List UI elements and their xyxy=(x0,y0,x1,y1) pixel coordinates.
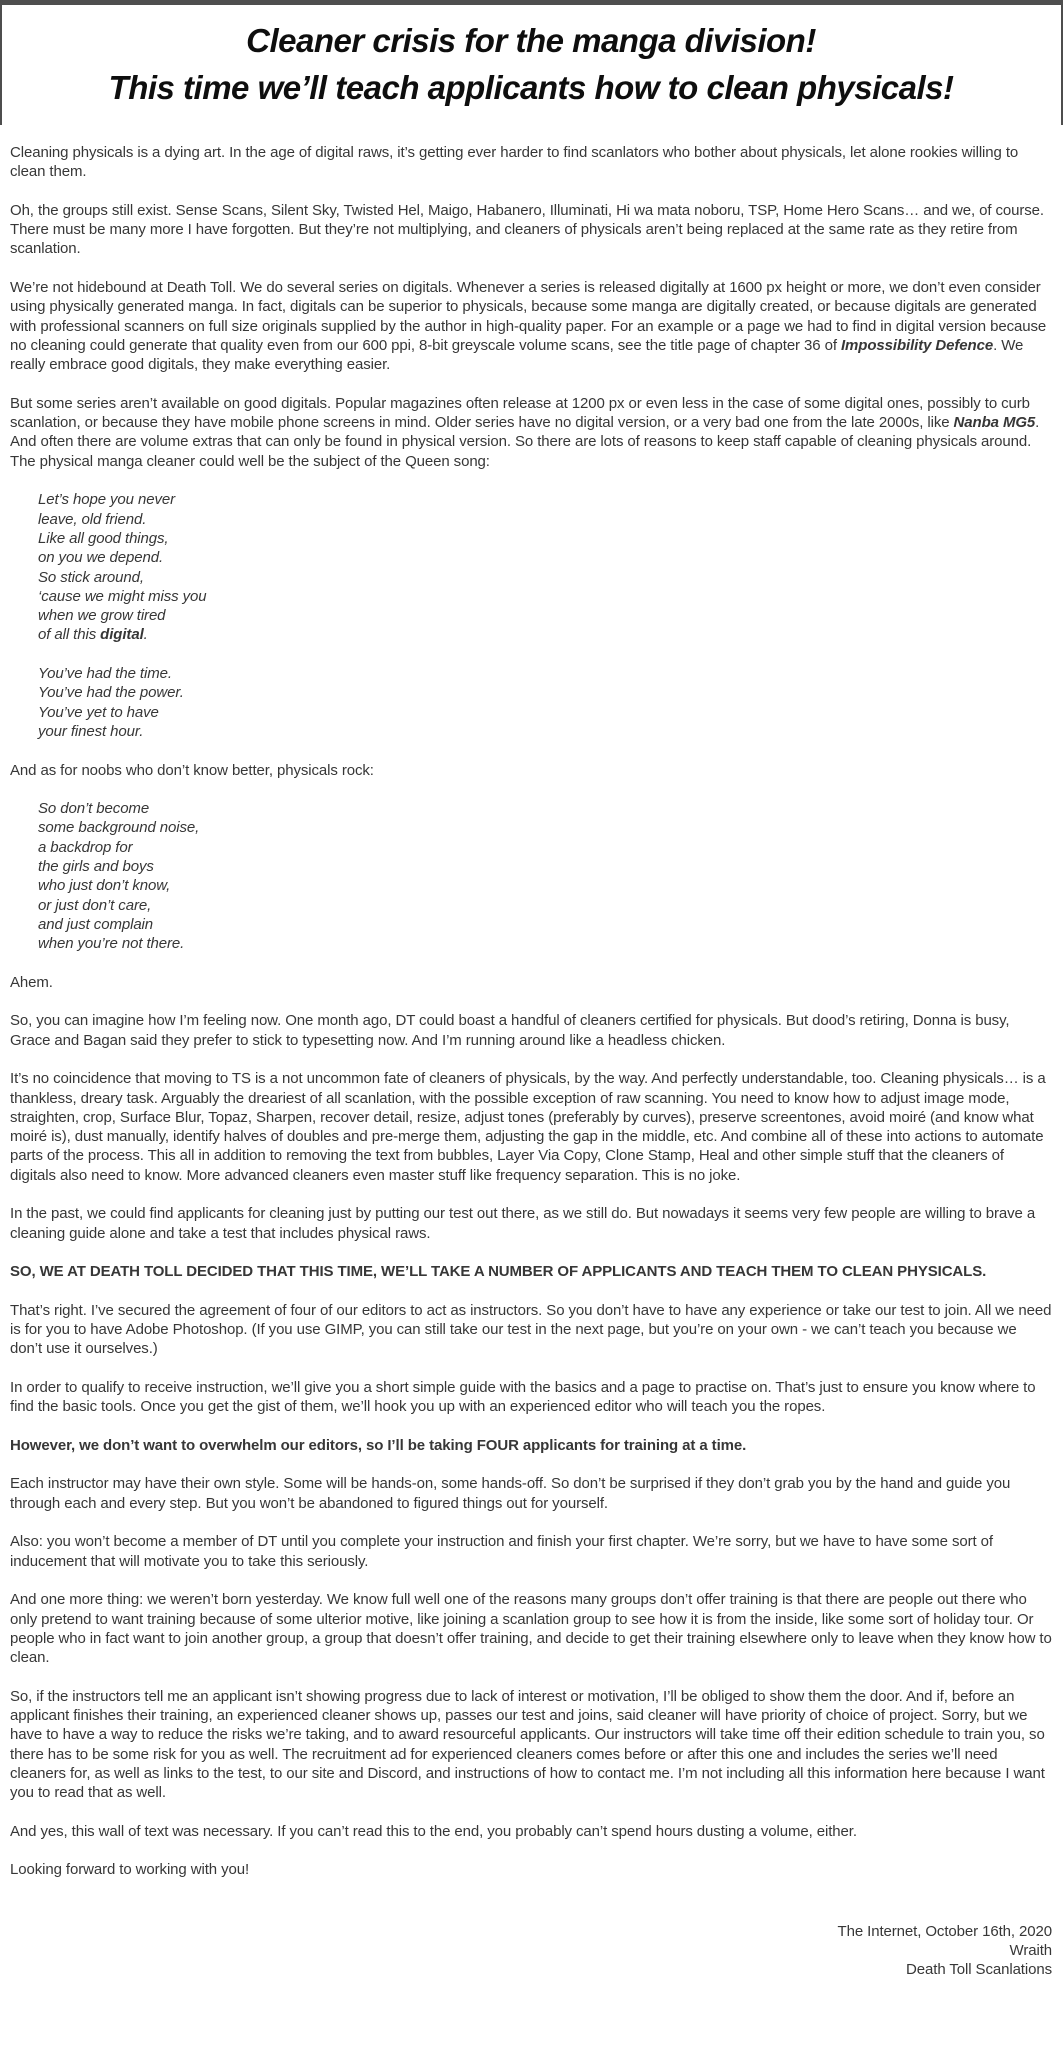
text-run: the girls and boys xyxy=(38,857,154,875)
page-title-line-2: This time we’ll teach applicants how to clean physicals! xyxy=(108,69,954,106)
text-run: Cleaning physicals is a dying art. In the age of digital raws, it’s getting ever harder to find scanlators who bother about physicals, let alone rookies willing to clean them. xyxy=(10,144,1019,181)
text-run: So, if the instructors tell me an applicant isn’t showing progress due to lack of interest or motivation, I’ll be obliged to show them the door. And if, before an applicant finishes their training, an experienced cleaner shows up, passes our test and joins, said cleaner will have priority of choice of project. Sorry, but we have to have a way to reduce the risks we’re taking, and to award resourceful applicants. Our instructors will take time off their edition schedule to train you, so there has to be some risk for you as well. The recruitment ad for experienced cleaners comes before or after this one and includes the series we’ll need cleaners for, as well as links to the test, to our site and Discord, and instructions of how to contact me. I’m not including all this information here because I want you to read that as well. xyxy=(10,1687,1045,1802)
text-run: That’s right. I’ve secured the agreement of four of our editors to act as instructors. So you don’t have to have any experience or take our test to join. All we need is for you to have Adobe Photoshop. (If you use GIMP, you can still take our test in the next page, but you’re on your own - we can’t teach you because we don’t use it ourselves.) xyxy=(10,1301,1052,1358)
verse-line xyxy=(38,896,1052,915)
text-run: And one more thing: we weren’t born yesterday. We know full well one of the reasons many groups don’t offer training is that there are people out there who only pretend to want training because of some ulterior motive, like joining a scanlation group to see how it is from the inside, like some sort of holiday tour. Or people who in fact want to join another group, a group that doesn’t offer training, and decide to get their training elsewhere only to leave when they know how to clean. xyxy=(10,1591,1052,1667)
text-run: of all this xyxy=(38,626,101,644)
paragraph xyxy=(10,278,1052,374)
page-title xyxy=(10,17,1052,111)
page-title-line-1: Cleaner crisis for the manga division! xyxy=(246,22,816,59)
verse-line xyxy=(38,799,1052,818)
verse-line xyxy=(38,722,1052,741)
paragraph xyxy=(10,394,1052,471)
text-run: It’s no coincidence that moving to TS is a not uncommon fate of cleaners of physicals, by the way. And perfectly understandable, too. Cleaning physicals… is a thankless, dreary task. Arguably the dreariest of all scanlation, with the possible exception of raw scanning. You need to know how to adjust image mode, straighten, crop, Surface Blur, Topaz, Sharpen, recover detail, resize, adjust tones (preferably by curves), preserve screentones, avoid moiré (and know what moiré is), dust manually, identify halves of doubles and pre-merge them, adjusting the gap in the middle, etc. And combine all of these into actions to automate parts of the process. This all in addition to removing the text from bubbles, Layer Via Copy, Clone Stamp, Heal and other simple stuff that the cleaners of digitals also need to know. More advanced cleaners even master stuff like frequency separation. This is no joke. xyxy=(10,1070,1046,1184)
verse-stanza xyxy=(38,664,1052,741)
verse-line xyxy=(38,683,1052,702)
verse-line xyxy=(38,664,1052,683)
text-run: who just don’t know, xyxy=(38,877,171,895)
signature-line: Death Toll Scanlations xyxy=(906,1961,1052,1979)
text-run: when you’re not there. xyxy=(38,935,185,953)
paragraph xyxy=(10,143,1052,182)
paragraph xyxy=(10,1687,1052,1803)
text-run: on you we depend. xyxy=(38,549,164,567)
text-run: Also: you won’t become a member of DT until you complete your instruction and finish your first chapter. We’re sorry, but we have to have some sort of inducement that will motivate you to take this seriously. xyxy=(10,1533,993,1570)
text-run: In order to qualify to receive instruction, we’ll give you a short simple guide with the basics and a page to practise on. That’s just to ensure you know where to find the basic tools. Once you get the gist of them, we’ll hook you up with an experienced editor who will teach you the ropes. xyxy=(10,1379,1036,1416)
text-run: your finest hour. xyxy=(38,722,144,740)
signature-line: Wraith xyxy=(1009,1942,1052,1960)
text-run: . xyxy=(143,626,148,644)
verse-line xyxy=(38,857,1052,876)
text-run: Oh, the groups still exist. Sense Scans, Silent Sky, Twisted Hel, Maigo, Habanero, Illuminati, Hi wa mata noboru, TSP, Home Hero Scans… and we, of course. There must be many more I have forgotten. But they’re not multiplying, and cleaners of physicals aren’t being replaced at the same rate as they retire from scanlation. xyxy=(10,201,1044,258)
verse-line xyxy=(38,510,1052,529)
text-run: And as for noobs who don’t know better, physicals rock: xyxy=(10,761,374,779)
document-body xyxy=(10,143,1052,1980)
text-run: And yes, this wall of text was necessary. If you can’t read this to the end, you probably can’t spend hours dusting a volume, either. xyxy=(10,1822,857,1840)
paragraph xyxy=(10,1011,1052,1050)
left-edge-border xyxy=(0,5,2,125)
verse-line xyxy=(38,703,1052,722)
text-run: However, we don’t want to overwhelm our editors, so I’ll be taking FOUR applicants for training at a time. xyxy=(10,1436,747,1454)
emphasized-text: Impossibility Defence xyxy=(840,336,994,354)
verse-line xyxy=(38,606,1052,625)
text-run: In the past, we could find applicants for cleaning just by putting our test out there, as we still do. But nowadays it seems very few people are willing to brave a cleaning guide alone and take a test that includes physical raws. xyxy=(10,1205,1036,1242)
text-run: So stick around, xyxy=(38,568,144,586)
emphasized-text: digital xyxy=(100,626,144,644)
paragraph xyxy=(10,1822,1052,1841)
verse-line xyxy=(38,934,1052,953)
signature-line: The Internet, October 16th, 2020 xyxy=(837,1922,1052,1940)
verse-line xyxy=(38,587,1052,606)
text-run: leave, old friend. xyxy=(38,510,147,528)
paragraph xyxy=(10,1590,1052,1667)
text-run: So, you can imagine how I’m feeling now. One month ago, DT could boast a handful of cleaners certified for physicals. But dood’s retiring, Donna is busy, Grace and Bagan said they prefer to stick to typesetting now. And I’m running around like a headless chicken. xyxy=(10,1012,1010,1049)
verse-line xyxy=(38,568,1052,587)
paragraph xyxy=(10,973,1052,992)
text-run: But some series aren’t available on good digitals. Popular magazines often release at 1200 px or even less in the case of some digital ones, possibly to curb scanlation, or because they have mobile phone screens in mind. Older series have no digital version, or a very bad one from the late 2000s, like xyxy=(10,394,1030,432)
verse-line xyxy=(38,838,1052,857)
paragraph xyxy=(10,1301,1052,1359)
verse-line xyxy=(38,625,1052,644)
text-run: or just don’t care, xyxy=(38,896,152,914)
text-run: You’ve had the power. xyxy=(38,684,184,702)
text-run: You’ve had the time. xyxy=(38,665,172,683)
paragraph-bold xyxy=(10,1436,1052,1455)
paragraph xyxy=(10,1069,1052,1185)
text-run: some background noise, xyxy=(38,819,200,837)
verse-line xyxy=(38,529,1052,548)
verse-line xyxy=(38,818,1052,837)
paragraph xyxy=(10,1378,1052,1417)
signature xyxy=(10,1922,1052,1980)
verse-line xyxy=(38,915,1052,934)
paragraph xyxy=(10,1532,1052,1571)
paragraph xyxy=(10,201,1052,259)
emphasized-text: Nanba MG5 xyxy=(953,414,1036,432)
page xyxy=(0,5,1063,2020)
verse-line xyxy=(38,876,1052,895)
paragraph xyxy=(10,1474,1052,1513)
paragraph xyxy=(10,761,1052,780)
text-run: You’ve yet to have xyxy=(38,703,159,721)
verse-stanza xyxy=(38,799,1052,953)
verse-line xyxy=(38,490,1052,509)
text-run: SO, WE AT DEATH TOLL DECIDED THAT THIS TIME, WE’LL TAKE A NUMBER OF APPLICANTS AND TEACH THEM TO CLEAN PHYSICALS. xyxy=(10,1263,987,1281)
paragraph-bold xyxy=(10,1262,1052,1281)
paragraph xyxy=(10,1204,1052,1243)
verse-line xyxy=(38,548,1052,567)
text-run: Ahem. xyxy=(10,973,53,991)
text-run: Like all good things, xyxy=(38,529,169,547)
text-run: We’re not hidebound at Death Toll. We do several series on digitals. Whenever a series is released digitally at 1600 px height or more, we don’t even consider using physically generated manga. In fact, digitals can be superior to physicals, because some manga are digitally created, or because digitals are generated with professional scanners on full size originals supplied by the author in high-quality paper. For an example or a page we had to find in digital version because no cleaning could generate that quality even from our 600 ppi, 8-bit greyscale volume scans, see the title page of chapter 36 of xyxy=(10,279,1047,354)
text-run: . We really embrace good digitals, they make everything easier. xyxy=(10,336,1024,374)
text-run: and just complain xyxy=(38,915,154,933)
text-run: ‘cause we might miss you xyxy=(38,587,207,605)
text-run: Looking forward to working with you! xyxy=(10,1861,250,1879)
text-run: . And often there are volume extras that can only be found in physical version. So there are lots of reasons to keep staff capable of cleaning physicals around. The physical manga cleaner could well be the subject of the Queen song: xyxy=(10,414,1040,470)
text-run: Let’s hope you never xyxy=(38,491,175,509)
text-run: So don’t become xyxy=(38,800,150,818)
verse-stanza xyxy=(38,490,1052,644)
text-run: Each instructor may have their own style. Some will be hands-on, some hands-off. So don’t be surprised if they don’t grab you by the hand and guide you through each and every step. But you won’t be abandoned to figured things out for yourself. xyxy=(10,1475,1011,1512)
text-run: when we grow tired xyxy=(38,607,166,625)
text-run: a backdrop for xyxy=(38,838,133,856)
paragraph xyxy=(10,1860,1052,1879)
